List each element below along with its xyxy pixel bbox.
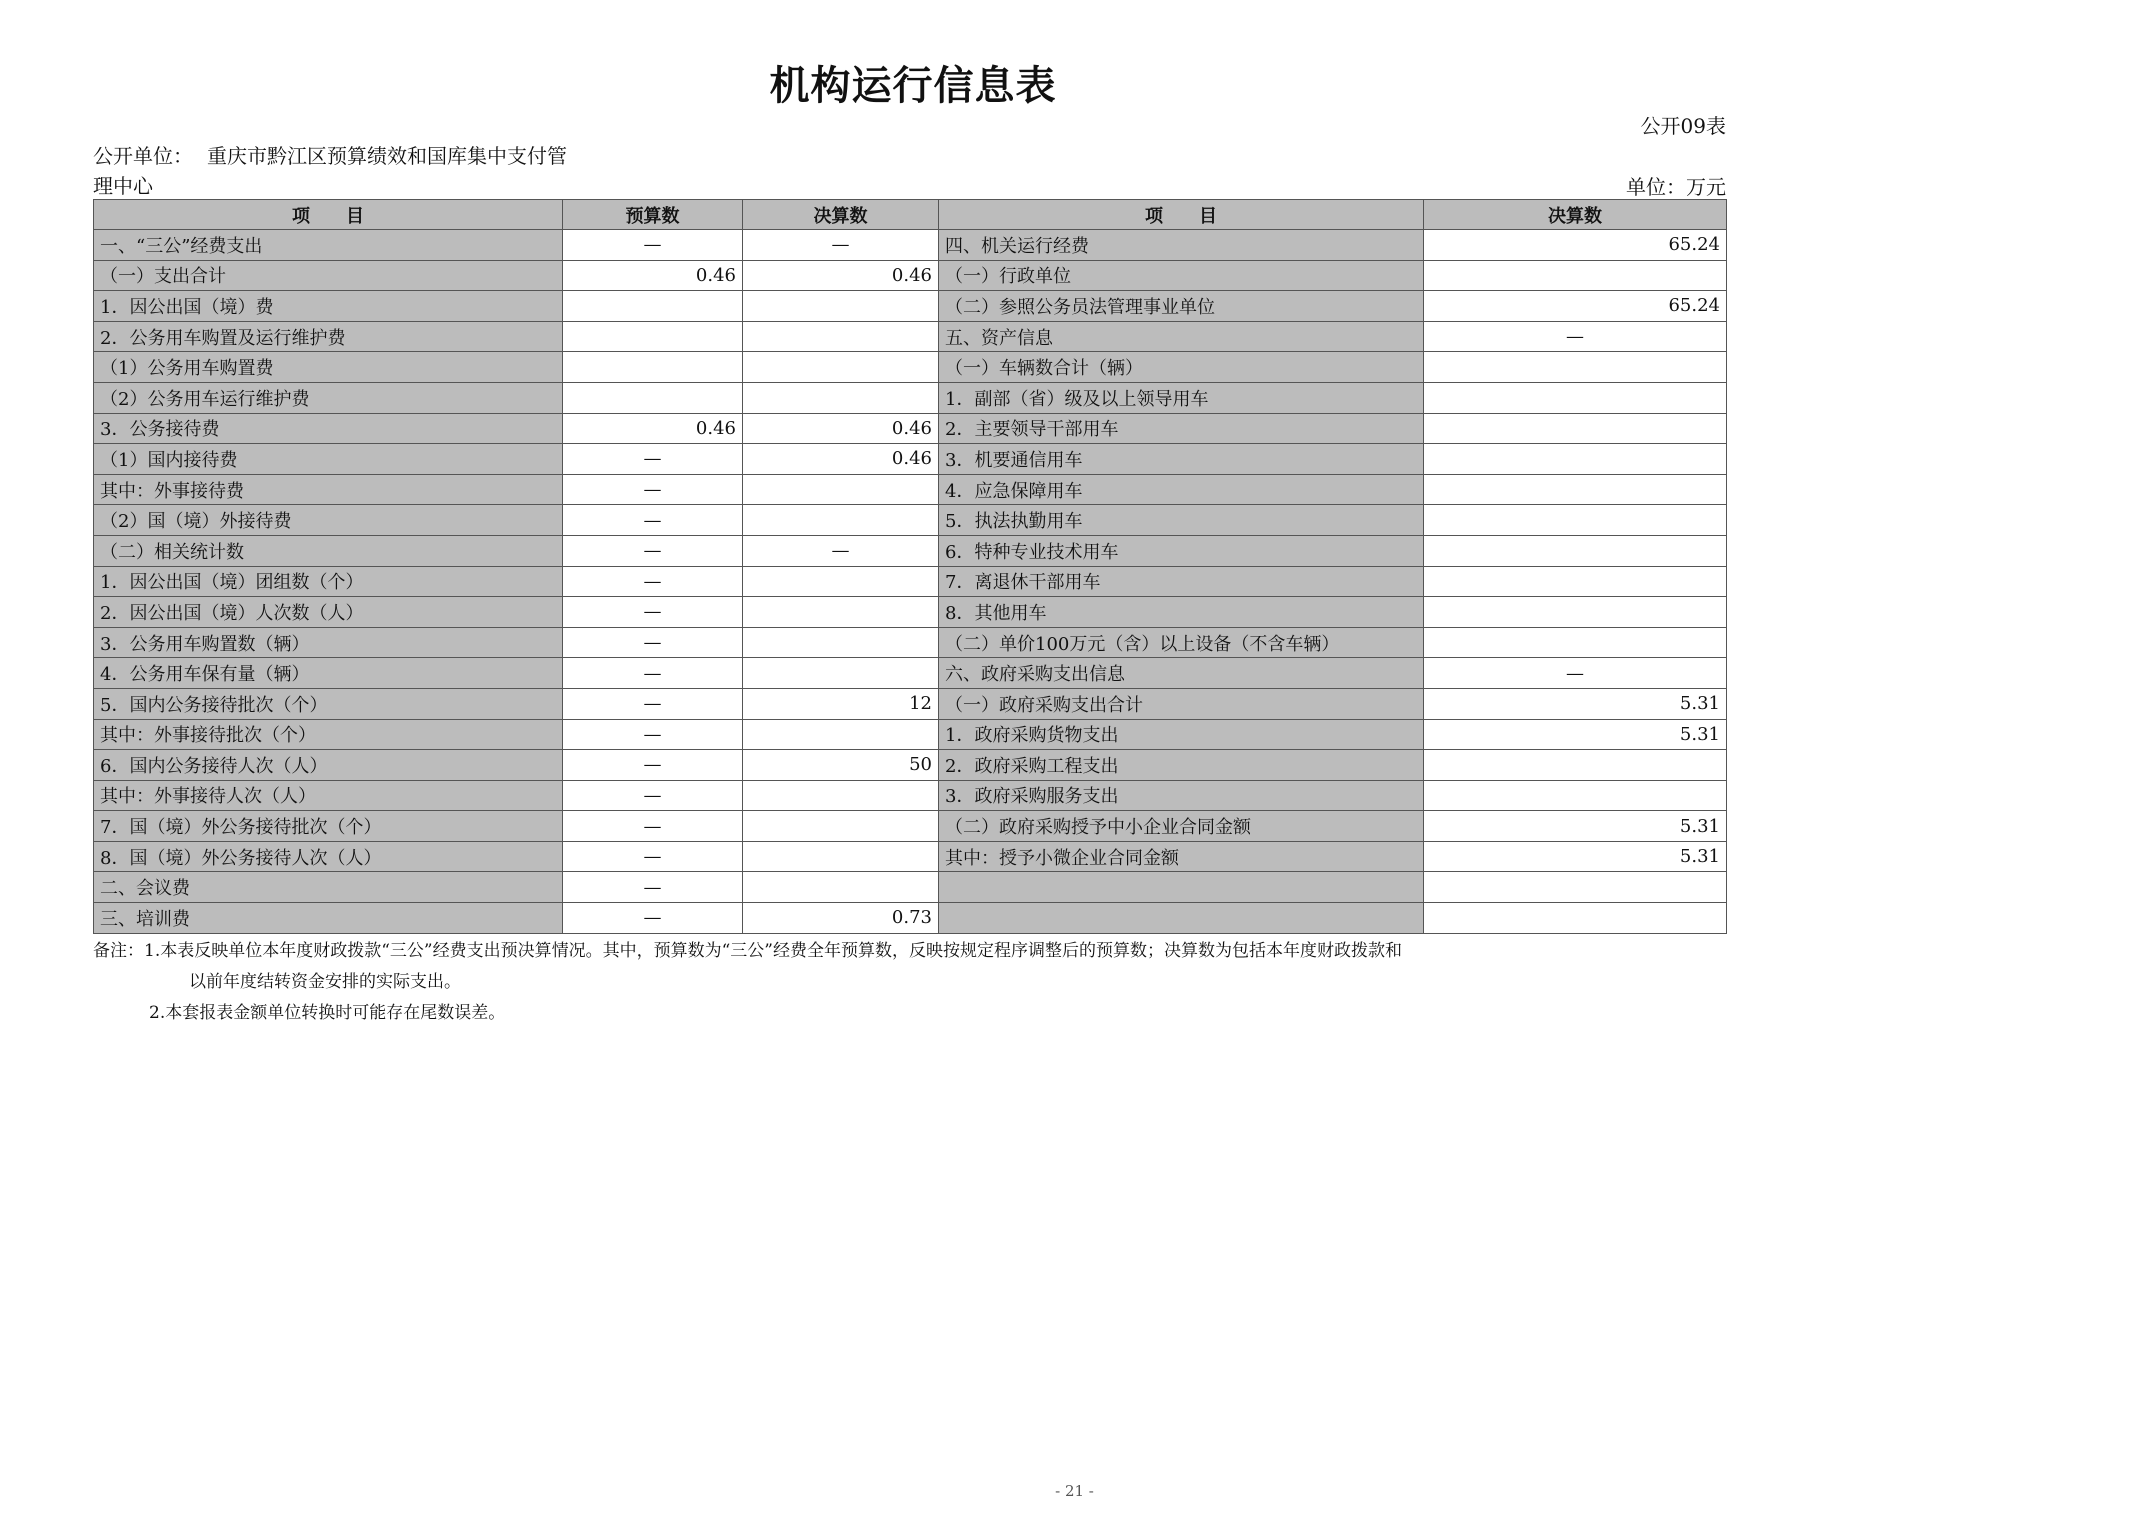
budget-value: — [563, 566, 743, 597]
right-item: （一）政府采购支出合计 [939, 688, 1424, 719]
right-item: 3．政府采购服务支出 [939, 780, 1424, 811]
final-value: 0.46 [743, 413, 939, 444]
budget-value: — [563, 627, 743, 658]
right-final-value [1424, 444, 1727, 475]
table-row [94, 291, 1727, 322]
table-row [94, 413, 1727, 444]
table-row [94, 780, 1727, 811]
page-title: 机构运行信息表 [769, 63, 1057, 109]
table-row [94, 566, 1727, 597]
left-item: （1）公务用车购置费 [94, 352, 563, 383]
budget-value: — [563, 230, 743, 261]
final-value [743, 872, 939, 903]
right-final-value [1424, 627, 1727, 658]
budget-value: 0.46 [563, 413, 743, 444]
left-item: 7．国（境）外公务接待批次（个） [94, 811, 563, 842]
table-row [94, 230, 1727, 261]
money-unit: 单位：万元 [1626, 175, 1726, 199]
table-header-row [94, 200, 1727, 230]
final-value [743, 474, 939, 505]
right-final-value [1424, 382, 1727, 413]
right-final-value [1424, 474, 1727, 505]
right-final-value [1424, 903, 1727, 934]
right-final-value [1424, 505, 1727, 536]
table-row [94, 719, 1727, 750]
right-final-value: — [1424, 321, 1727, 352]
left-item: 2．因公出国（境）人次数（人） [94, 597, 563, 628]
table-row [94, 872, 1727, 903]
table-row [94, 597, 1727, 628]
left-item: 3．公务接待费 [94, 413, 563, 444]
table-notes [93, 936, 1402, 1029]
budget-value: — [563, 535, 743, 566]
table-row [94, 627, 1727, 658]
right-final-value [1424, 535, 1727, 566]
budget-value: — [563, 474, 743, 505]
header-right-item: 项 目 [939, 200, 1424, 230]
table-row [94, 474, 1727, 505]
table-row [94, 321, 1727, 352]
right-final-value [1424, 597, 1727, 628]
budget-value: — [563, 872, 743, 903]
budget-value [563, 382, 743, 413]
right-final-value [1424, 750, 1727, 781]
final-value [743, 352, 939, 383]
right-item [939, 903, 1424, 934]
note-line-1: 备注：1.本表反映单位本年度财政拨款“三公”经费支出预决算情况。其中，预算数为“三公”经费全年预算数，反映按规定程序调整后的预算数；决算数为包括本年度财政拨款和 [93, 941, 1402, 961]
right-item: 1．副部（省）级及以上领导用车 [939, 382, 1424, 413]
right-item: 四、机关运行经费 [939, 230, 1424, 261]
left-item: 其中：外事接待批次（个） [94, 719, 563, 750]
table-row [94, 841, 1727, 872]
final-value [743, 597, 939, 628]
table-row [94, 811, 1727, 842]
right-final-value: 65.24 [1424, 291, 1727, 322]
final-value [743, 291, 939, 322]
right-final-value [1424, 260, 1727, 291]
final-value [743, 841, 939, 872]
final-value [743, 658, 939, 689]
table-row [94, 658, 1727, 689]
table-row [94, 535, 1727, 566]
budget-value: — [563, 719, 743, 750]
operation-info-table [93, 199, 1727, 934]
header-right-final: 决算数 [1424, 200, 1727, 230]
left-item: （1）国内接待费 [94, 444, 563, 475]
table-row [94, 260, 1727, 291]
budget-value [563, 291, 743, 322]
left-item: 1．因公出国（境）费 [94, 291, 563, 322]
right-item: 6．特种专业技术用车 [939, 535, 1424, 566]
right-item: 2．主要领导干部用车 [939, 413, 1424, 444]
form-number: 公开09表 [1640, 114, 1726, 138]
budget-value: — [563, 903, 743, 934]
final-value [743, 321, 939, 352]
reporting-unit [93, 141, 573, 201]
final-value: 0.46 [743, 444, 939, 475]
left-item: （二）相关统计数 [94, 535, 563, 566]
left-item: 6．国内公务接待人次（人） [94, 750, 563, 781]
left-item: 一、“三公”经费支出 [94, 230, 563, 261]
right-item: 7．离退休干部用车 [939, 566, 1424, 597]
left-item: （一）支出合计 [94, 260, 563, 291]
final-value: 0.46 [743, 260, 939, 291]
final-value [743, 811, 939, 842]
right-item: （一）行政单位 [939, 260, 1424, 291]
left-item: （2）国（境）外接待费 [94, 505, 563, 536]
right-final-value: 5.31 [1424, 811, 1727, 842]
reporting-unit-name: 重庆市黔江区预算绩效和国库集中支付管理中心 [93, 144, 567, 198]
left-item: 三、培训费 [94, 903, 563, 934]
right-item: （二）参照公务员法管理事业单位 [939, 291, 1424, 322]
header-budget: 预算数 [563, 200, 743, 230]
right-final-value: 65.24 [1424, 230, 1727, 261]
table-row [94, 903, 1727, 934]
final-value: 50 [743, 750, 939, 781]
table-row [94, 688, 1727, 719]
right-final-value [1424, 566, 1727, 597]
final-value: 0.73 [743, 903, 939, 934]
right-item: 五、资产信息 [939, 321, 1424, 352]
right-item: 2．政府采购工程支出 [939, 750, 1424, 781]
right-item: 其中：授予小微企业合同金额 [939, 841, 1424, 872]
budget-value: — [563, 750, 743, 781]
final-value [743, 780, 939, 811]
right-item: 3．机要通信用车 [939, 444, 1424, 475]
left-item: 3．公务用车购置数（辆） [94, 627, 563, 658]
budget-value: — [563, 780, 743, 811]
budget-value: — [563, 811, 743, 842]
right-final-value [1424, 780, 1727, 811]
budget-value: — [563, 841, 743, 872]
final-value: 12 [743, 688, 939, 719]
right-item: （二）单价100万元（含）以上设备（不含车辆） [939, 627, 1424, 658]
budget-value [563, 321, 743, 352]
right-final-value [1424, 352, 1727, 383]
left-item: （2）公务用车运行维护费 [94, 382, 563, 413]
table-row [94, 444, 1727, 475]
left-item: 5．国内公务接待批次（个） [94, 688, 563, 719]
left-item: 其中：外事接待费 [94, 474, 563, 505]
left-item: 2．公务用车购置及运行维护费 [94, 321, 563, 352]
table-row [94, 352, 1727, 383]
budget-value: — [563, 505, 743, 536]
right-item: （二）政府采购授予中小企业合同金额 [939, 811, 1424, 842]
budget-value: — [563, 658, 743, 689]
budget-value [563, 352, 743, 383]
left-item: 8．国（境）外公务接待人次（人） [94, 841, 563, 872]
right-final-value: 5.31 [1424, 719, 1727, 750]
final-value: — [743, 230, 939, 261]
final-value [743, 627, 939, 658]
final-value [743, 566, 939, 597]
page-number: - 21 - [1055, 1482, 1094, 1500]
right-item: 8．其他用车 [939, 597, 1424, 628]
note-line-2: 以前年度结转资金安排的实际支出。 [189, 972, 461, 992]
table-row [94, 750, 1727, 781]
final-value: — [743, 535, 939, 566]
budget-value: — [563, 444, 743, 475]
right-final-value [1424, 872, 1727, 903]
note-line-3: 2.本套报表金额单位转换时可能存在尾数误差。 [149, 1003, 506, 1023]
right-item: （一）车辆数合计（辆） [939, 352, 1424, 383]
right-final-value: 5.31 [1424, 841, 1727, 872]
budget-value: 0.46 [563, 260, 743, 291]
table-row [94, 382, 1727, 413]
header-final: 决算数 [743, 200, 939, 230]
right-final-value [1424, 413, 1727, 444]
right-item: 六、政府采购支出信息 [939, 658, 1424, 689]
final-value [743, 505, 939, 536]
header-left-item: 项 目 [94, 200, 563, 230]
right-item: 5．执法执勤用车 [939, 505, 1424, 536]
left-item: 其中：外事接待人次（人） [94, 780, 563, 811]
right-item [939, 872, 1424, 903]
reporting-unit-label: 公开单位： [93, 144, 193, 168]
final-value [743, 719, 939, 750]
right-item: 4．应急保障用车 [939, 474, 1424, 505]
budget-value: — [563, 597, 743, 628]
left-item: 二、会议费 [94, 872, 563, 903]
right-item: 1．政府采购货物支出 [939, 719, 1424, 750]
right-final-value: 5.31 [1424, 688, 1727, 719]
left-item: 4．公务用车保有量（辆） [94, 658, 563, 689]
final-value [743, 382, 939, 413]
right-final-value: — [1424, 658, 1727, 689]
budget-value: — [563, 688, 743, 719]
table-row [94, 505, 1727, 536]
left-item: 1．因公出国（境）团组数（个） [94, 566, 563, 597]
